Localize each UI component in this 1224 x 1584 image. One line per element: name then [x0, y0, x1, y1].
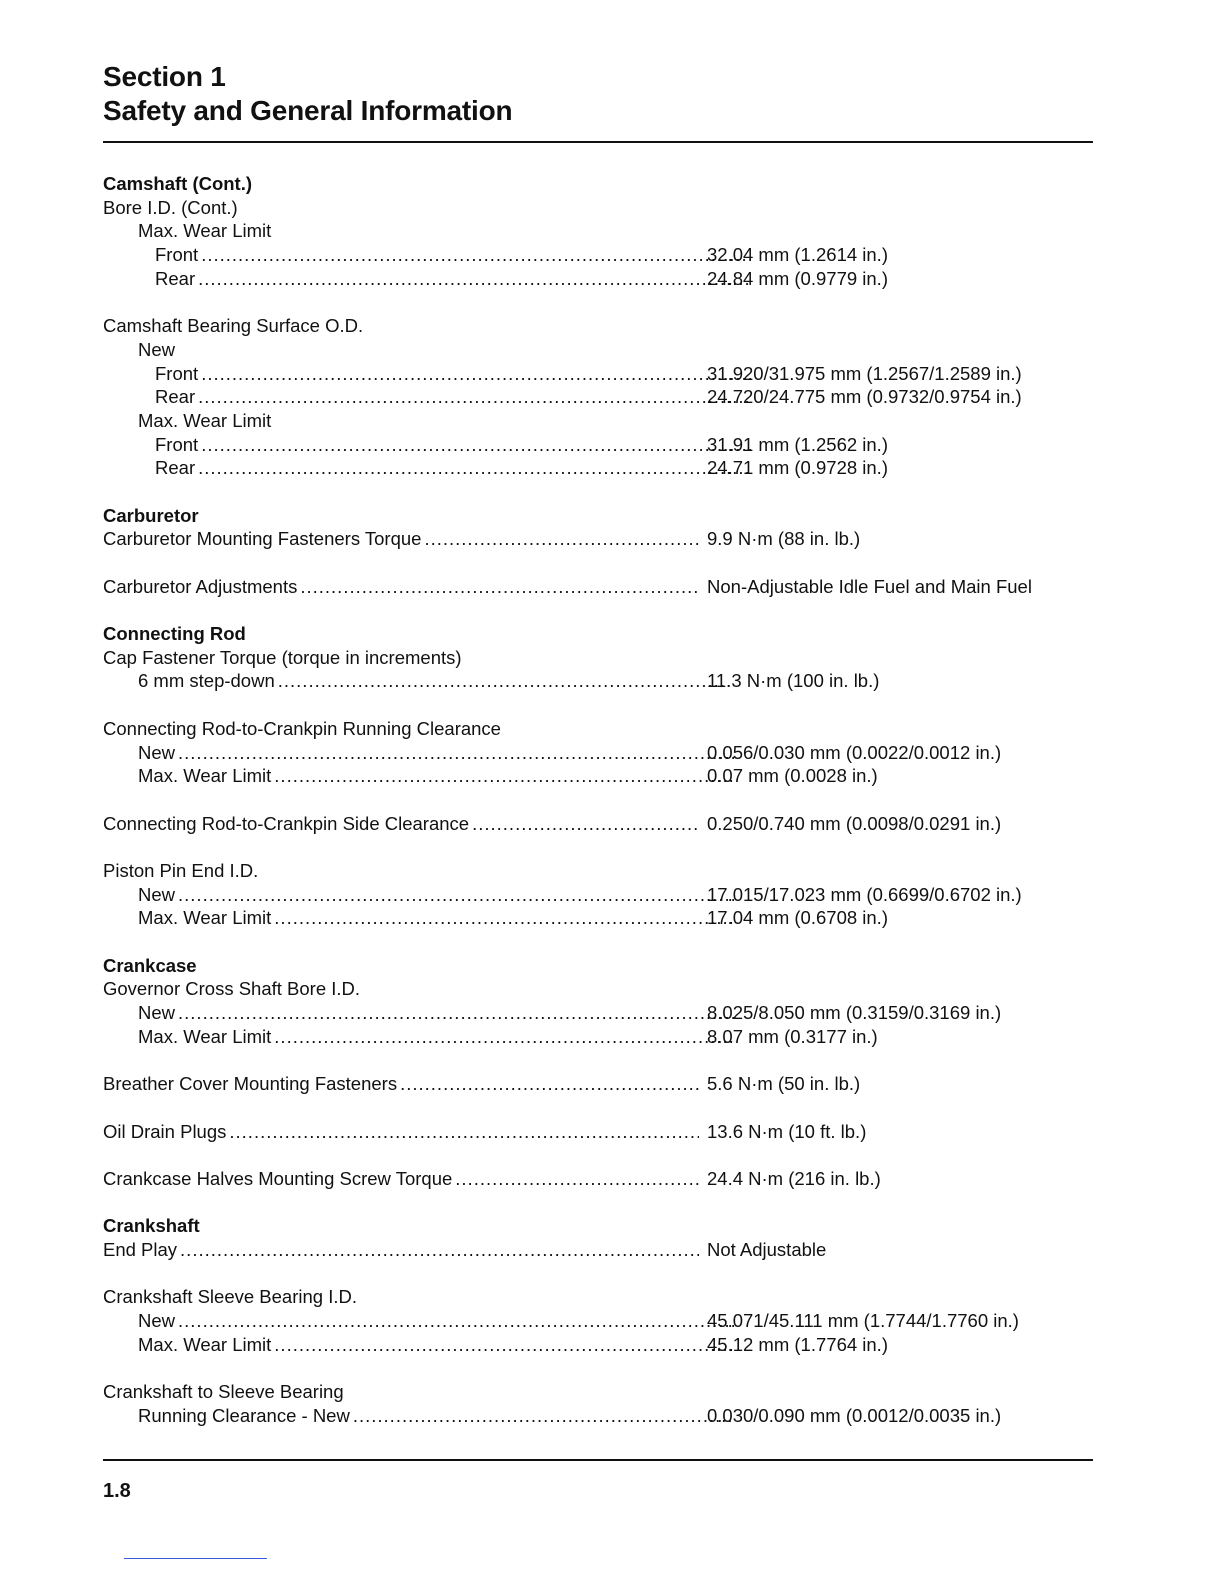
- spacer: [103, 1191, 1093, 1215]
- spacer: [103, 290, 1093, 314]
- dot-leader: [274, 764, 734, 788]
- spacer: [103, 835, 1093, 859]
- spec-label: Running Clearance - New: [138, 1404, 350, 1426]
- spec-row: [103, 1167, 1093, 1191]
- spec-row: [103, 1025, 1093, 1049]
- spec-row: [103, 385, 1093, 409]
- spec-value: 31.91 mm (1.2562 in.): [707, 433, 888, 455]
- spec-label: Max. Wear Limit: [138, 1333, 272, 1355]
- spec-leader: [138, 1404, 735, 1428]
- spec-row: [103, 764, 1093, 788]
- spec-leader: [103, 812, 700, 836]
- spec-row: [103, 1309, 1093, 1333]
- spec-row: [103, 1238, 1093, 1262]
- spec-leader: [155, 456, 752, 480]
- spec-label: End Play: [103, 1238, 178, 1260]
- dot-leader: [274, 906, 734, 930]
- spec-label: Front: [155, 433, 199, 455]
- spacer: [103, 480, 1093, 504]
- spec-value: 0.056/0.030 mm (0.0022/0.0012 in.): [707, 741, 1002, 763]
- dot-leader: [178, 1001, 734, 1025]
- spec-value: 11.3 N·m (100 in. lb.): [707, 670, 880, 692]
- dot-leader: [472, 812, 699, 836]
- dot-leader: [201, 362, 751, 386]
- spec-label: Rear: [155, 267, 196, 289]
- section-heading: Carburetor: [103, 504, 199, 526]
- spec-leader: [138, 1025, 735, 1049]
- dot-leader: [229, 1120, 699, 1144]
- spec-value: 31.920/31.975 mm (1.2567/1.2589 in.): [707, 362, 1022, 384]
- group-label: Connecting Rod-to-Crankpin Running Clearance: [103, 717, 501, 739]
- group-label: Max. Wear Limit: [138, 220, 272, 242]
- spacer: [103, 693, 1093, 717]
- spec-row: [103, 456, 1093, 480]
- spec-value: 13.6 N·m (10 ft. lb.): [707, 1120, 867, 1142]
- spec-row: [103, 527, 1093, 551]
- section-heading: Camshaft (Cont.): [103, 173, 253, 194]
- spec-leader: [138, 669, 735, 693]
- spec-value: 0.07 mm (0.0028 in.): [707, 765, 878, 787]
- spec-value: Not Adjustable: [707, 1238, 827, 1260]
- spec-value: Non-Adjustable Idle Fuel and Main Fuel: [707, 575, 1032, 597]
- spacer: [103, 930, 1093, 954]
- dot-leader: [400, 1072, 699, 1096]
- dot-leader: [201, 243, 751, 267]
- spec-row: [103, 669, 1093, 693]
- spec-leader: [155, 362, 752, 386]
- spec-leader: [138, 741, 735, 765]
- spec-label: Max. Wear Limit: [138, 907, 272, 929]
- spec-leader: [138, 1001, 735, 1025]
- spec-leader: [155, 385, 752, 409]
- spec-leader: [103, 527, 700, 551]
- spec-value: 24.4 N·m (216 in. lb.): [707, 1167, 881, 1189]
- spacer: [103, 1096, 1093, 1120]
- spec-leader: [138, 1333, 735, 1357]
- spec-value: 24.720/24.775 mm (0.9732/0.9754 in.): [707, 386, 1022, 408]
- spec-label: Front: [155, 244, 199, 266]
- page-title: Safety and General Information: [103, 95, 513, 126]
- group-label: Cap Fastener Torque (torque in increments): [103, 646, 462, 668]
- spec-leader: [138, 906, 735, 930]
- spec-leader: [138, 883, 735, 907]
- spec-label: New: [138, 1310, 176, 1331]
- spec-label: New: [138, 741, 176, 763]
- dot-leader: [300, 575, 699, 599]
- spec-value: 5.6 N·m (50 in. lb.): [707, 1073, 861, 1095]
- page-header: [103, 60, 512, 128]
- group-label: Max. Wear Limit: [138, 409, 272, 431]
- group-label: Crankshaft Sleeve Bearing I.D.: [103, 1286, 357, 1308]
- spec-leader: [155, 243, 752, 267]
- spec-label: Rear: [155, 386, 196, 408]
- dot-leader: [178, 883, 734, 907]
- dot-leader: [274, 1025, 734, 1049]
- footer-rule: [103, 1459, 1093, 1461]
- spec-value: 45.071/45.111 mm (1.7744/1.7760 in.): [707, 1310, 1019, 1331]
- section-number: Section 1: [103, 61, 226, 92]
- spec-label: New: [138, 1002, 176, 1024]
- spec-row: [103, 812, 1093, 836]
- spacer: [103, 1356, 1093, 1380]
- dot-leader: [353, 1404, 734, 1428]
- spec-label: Max. Wear Limit: [138, 1025, 272, 1047]
- section-heading: Connecting Rod: [103, 623, 246, 645]
- spec-row: [103, 362, 1093, 386]
- spec-value: 8.025/8.050 mm (0.3159/0.3169 in.): [707, 1002, 1002, 1024]
- spec-leader: [103, 1167, 700, 1191]
- dot-leader: [424, 527, 699, 551]
- spec-row: [103, 1333, 1093, 1357]
- spacer: [103, 551, 1093, 575]
- group-label: Piston Pin End I.D.: [103, 859, 259, 881]
- spec-leader: [155, 433, 752, 457]
- spec-leader: [103, 1238, 700, 1262]
- group-label: Governor Cross Shaft Bore I.D.: [103, 978, 361, 1000]
- dot-leader: [180, 1238, 699, 1262]
- spec-label: Carburetor Adjustments: [103, 575, 298, 597]
- spec-row: [103, 243, 1093, 267]
- dot-leader: [178, 741, 734, 765]
- spec-row: [103, 883, 1093, 907]
- dot-leader: [198, 456, 751, 480]
- spacer: [103, 598, 1093, 622]
- spec-leader: [155, 267, 752, 291]
- spec-label: Carburetor Mounting Fasteners Torque: [103, 528, 422, 550]
- spacer: [103, 1143, 1093, 1167]
- dot-leader: [201, 433, 751, 457]
- spec-row: [103, 575, 1093, 599]
- spec-label: New: [138, 883, 176, 905]
- group-label: Camshaft Bearing Surface O.D.: [103, 315, 364, 337]
- spec-row: [103, 1404, 1093, 1428]
- scan-mark: [124, 1558, 267, 1559]
- page-number: 1.8: [103, 1480, 131, 1502]
- dot-leader: [455, 1167, 699, 1191]
- spec-leader: [103, 1072, 700, 1096]
- spacer: [103, 1048, 1093, 1072]
- spec-value: 24.84 mm (0.9779 in.): [707, 267, 888, 289]
- dot-leader: [274, 1333, 734, 1357]
- spec-value: 45.12 mm (1.7764 in.): [707, 1333, 888, 1355]
- spec-label: Connecting Rod-to-Crankpin Side Clearance: [103, 812, 470, 834]
- group-label: Bore I.D. (Cont.): [103, 196, 238, 218]
- spec-leader: [103, 575, 700, 599]
- header-rule: [103, 141, 1093, 143]
- spec-label: Crankcase Halves Mounting Screw Torque: [103, 1167, 453, 1189]
- spec-leader: [138, 1309, 735, 1333]
- dot-leader: [178, 1309, 734, 1333]
- spec-row: [103, 1120, 1093, 1144]
- spec-value: 32.04 mm (1.2614 in.): [707, 244, 888, 266]
- spec-label: Rear: [155, 457, 196, 479]
- spec-row: [103, 267, 1093, 291]
- spec-value: 9.9 N·m (88 in. lb.): [707, 528, 861, 550]
- spec-leader: [138, 764, 735, 788]
- spec-label: Oil Drain Plugs: [103, 1120, 227, 1142]
- spec-label: Front: [155, 362, 199, 384]
- section-heading: Crankshaft: [103, 1215, 200, 1237]
- spec-list: [103, 172, 1093, 1427]
- spec-row: [103, 433, 1093, 457]
- spec-leader: [103, 1120, 700, 1144]
- spacer: [103, 788, 1093, 812]
- dot-leader: [198, 267, 751, 291]
- spec-value: 8.07 mm (0.3177 in.): [707, 1025, 878, 1047]
- spec-value: 0.030/0.090 mm (0.0012/0.0035 in.): [707, 1404, 1002, 1426]
- dot-leader: [198, 385, 751, 409]
- spec-label: 6 mm step-down: [138, 670, 275, 692]
- dot-leader: [278, 669, 734, 693]
- spec-row: [103, 741, 1093, 765]
- spec-row: [103, 1072, 1093, 1096]
- spec-label: Max. Wear Limit: [138, 765, 272, 787]
- spec-value: 17.04 mm (0.6708 in.): [707, 907, 888, 929]
- spec-value: 24.71 mm (0.9728 in.): [707, 457, 888, 479]
- spec-row: [103, 1001, 1093, 1025]
- spec-row: [103, 906, 1093, 930]
- spec-label: Breather Cover Mounting Fasteners: [103, 1073, 398, 1095]
- spec-value: 0.250/0.740 mm (0.0098/0.0291 in.): [707, 812, 1002, 834]
- spec-value: 17.015/17.023 mm (0.6699/0.6702 in.): [707, 883, 1022, 905]
- group-label: Crankshaft to Sleeve Bearing: [103, 1381, 344, 1403]
- spacer: [103, 1262, 1093, 1286]
- group-label: New: [138, 338, 176, 360]
- section-heading: Crankcase: [103, 954, 197, 976]
